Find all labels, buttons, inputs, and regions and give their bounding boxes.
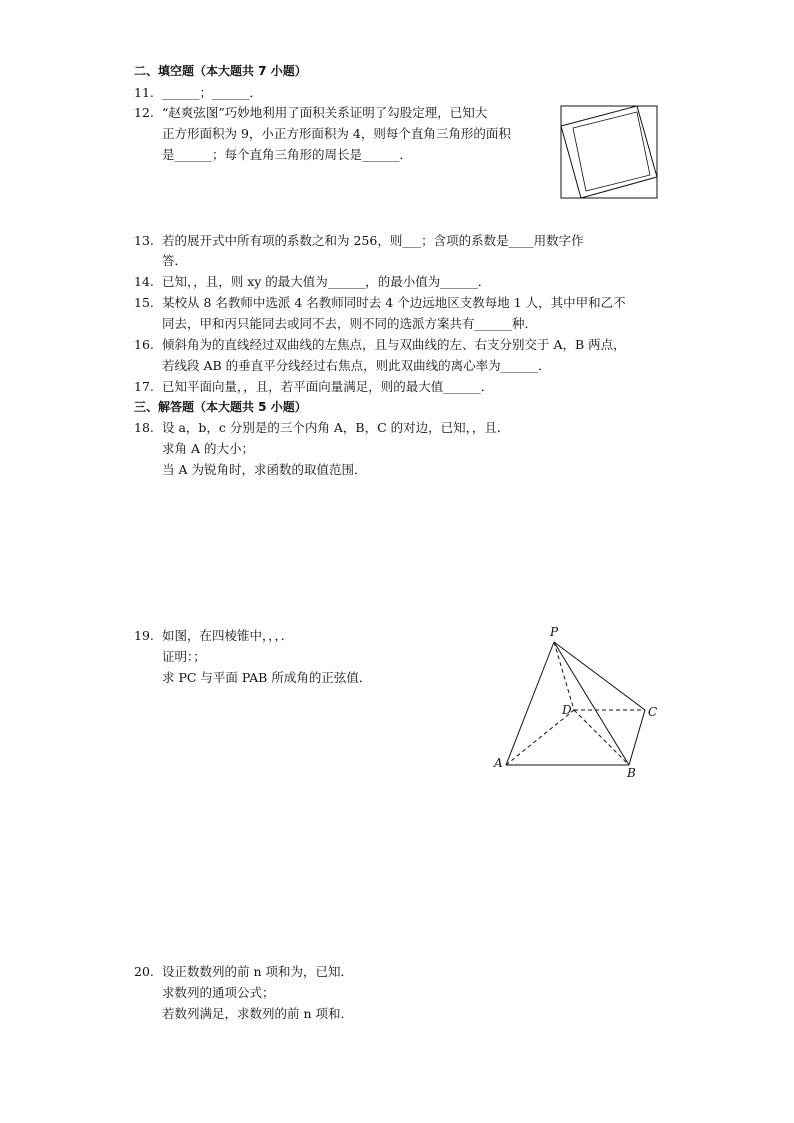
question-15-line-2: 同去，甲和丙只能同去或同不去，则不同的选派方案共有______种．	[162, 316, 538, 331]
question-16-line-2: 若线段 AB 的垂直平分线经过右焦点，则此双曲线的离心率为______．	[162, 358, 551, 373]
question-13-line-2: 答．	[162, 253, 188, 268]
question-20-line-3: 若数列满足，求数列的前 n 项和．	[162, 1006, 353, 1021]
question-14-line-1: 已知，，且，则 xy 的最大值为______，的最小值为______．	[162, 274, 491, 289]
label-D: D	[562, 703, 572, 717]
question-17-line-1: 已知平面向量，，且，若平面向量满足，则的最大值______．	[162, 379, 494, 394]
question-19-number: 19.	[134, 628, 154, 643]
section-title-fill-in: 二、填空题（本大题共 7 小题）	[134, 64, 307, 78]
question-18-line-1: 设 a，b，c 分别是的三个内角 A，B，C 的对边，已知，，且．	[162, 420, 510, 435]
question-20-line-2: 求数列的通项公式；	[162, 985, 275, 1000]
question-20-line-1: 设正数数列的前 n 项和为，已知．	[162, 964, 353, 979]
question-19-line-2: 证明：；	[162, 649, 206, 664]
question-12-line-3: 是______；每个直角三角形的周长是______．	[162, 147, 413, 162]
question-text: ______；______．	[162, 85, 263, 100]
question-19-line-1: 如图，在四棱锥中，，，．	[162, 628, 294, 643]
question-12-line-1: “赵爽弦图”巧妙地利用了面积关系证明了勾股定理，已知大	[162, 105, 488, 120]
question-19-line-3: 求 PC 与平面 PAB 所成角的正弦值．	[162, 670, 372, 685]
question-11	[134, 84, 262, 102]
label-B: B	[627, 766, 636, 780]
question-13-number: 13.	[134, 233, 154, 248]
question-18-line-3: 当 A 为锐角时，求函数的取值范围．	[162, 462, 367, 477]
question-16-line-1: 倾斜角为的直线经过双曲线的左焦点，且与双曲线的左、右支分别交于 A，B 两点，	[162, 337, 626, 352]
edge-PC	[554, 642, 645, 710]
zhao-shuang-diagram	[560, 105, 660, 201]
outer-square	[561, 106, 657, 198]
question-14-number: 14.	[134, 274, 154, 289]
edge-PA	[506, 642, 554, 765]
question-18-line-2: 求角 A 的大小；	[162, 441, 254, 456]
question-13-line-1: 若的展开式中所有项的系数之和为 256，则___；含项的系数是____用数字作	[162, 233, 584, 248]
question-20-number: 20.	[134, 964, 154, 979]
edge-BC	[629, 710, 645, 765]
edge-PD	[554, 642, 574, 710]
question-18-number: 18.	[134, 420, 154, 435]
pyramid-figure	[490, 620, 670, 780]
inner-square	[573, 112, 650, 191]
question-16-number: 16.	[134, 337, 154, 352]
section-title-answer: 三、解答题（本大题共 5 小题）	[134, 400, 307, 414]
edge-DB	[574, 710, 629, 765]
label-A: A	[494, 756, 503, 770]
question-number: 11.	[134, 85, 154, 100]
question-15-number: 15.	[134, 295, 154, 310]
question-12-line-2: 正方形面积为 9，小正方形面积为 4，则每个直角三角形的面积	[162, 126, 511, 141]
label-P: P	[550, 625, 559, 639]
tilted-square	[561, 106, 657, 198]
question-12-number: 12.	[134, 105, 154, 120]
question-17-number: 17.	[134, 379, 154, 394]
question-15-line-1: 某校从 8 名教师中选派 4 名教师同时去 4 个边远地区支教每地 1 人，其中甲和乙不	[162, 295, 626, 310]
label-C: C	[648, 705, 658, 719]
